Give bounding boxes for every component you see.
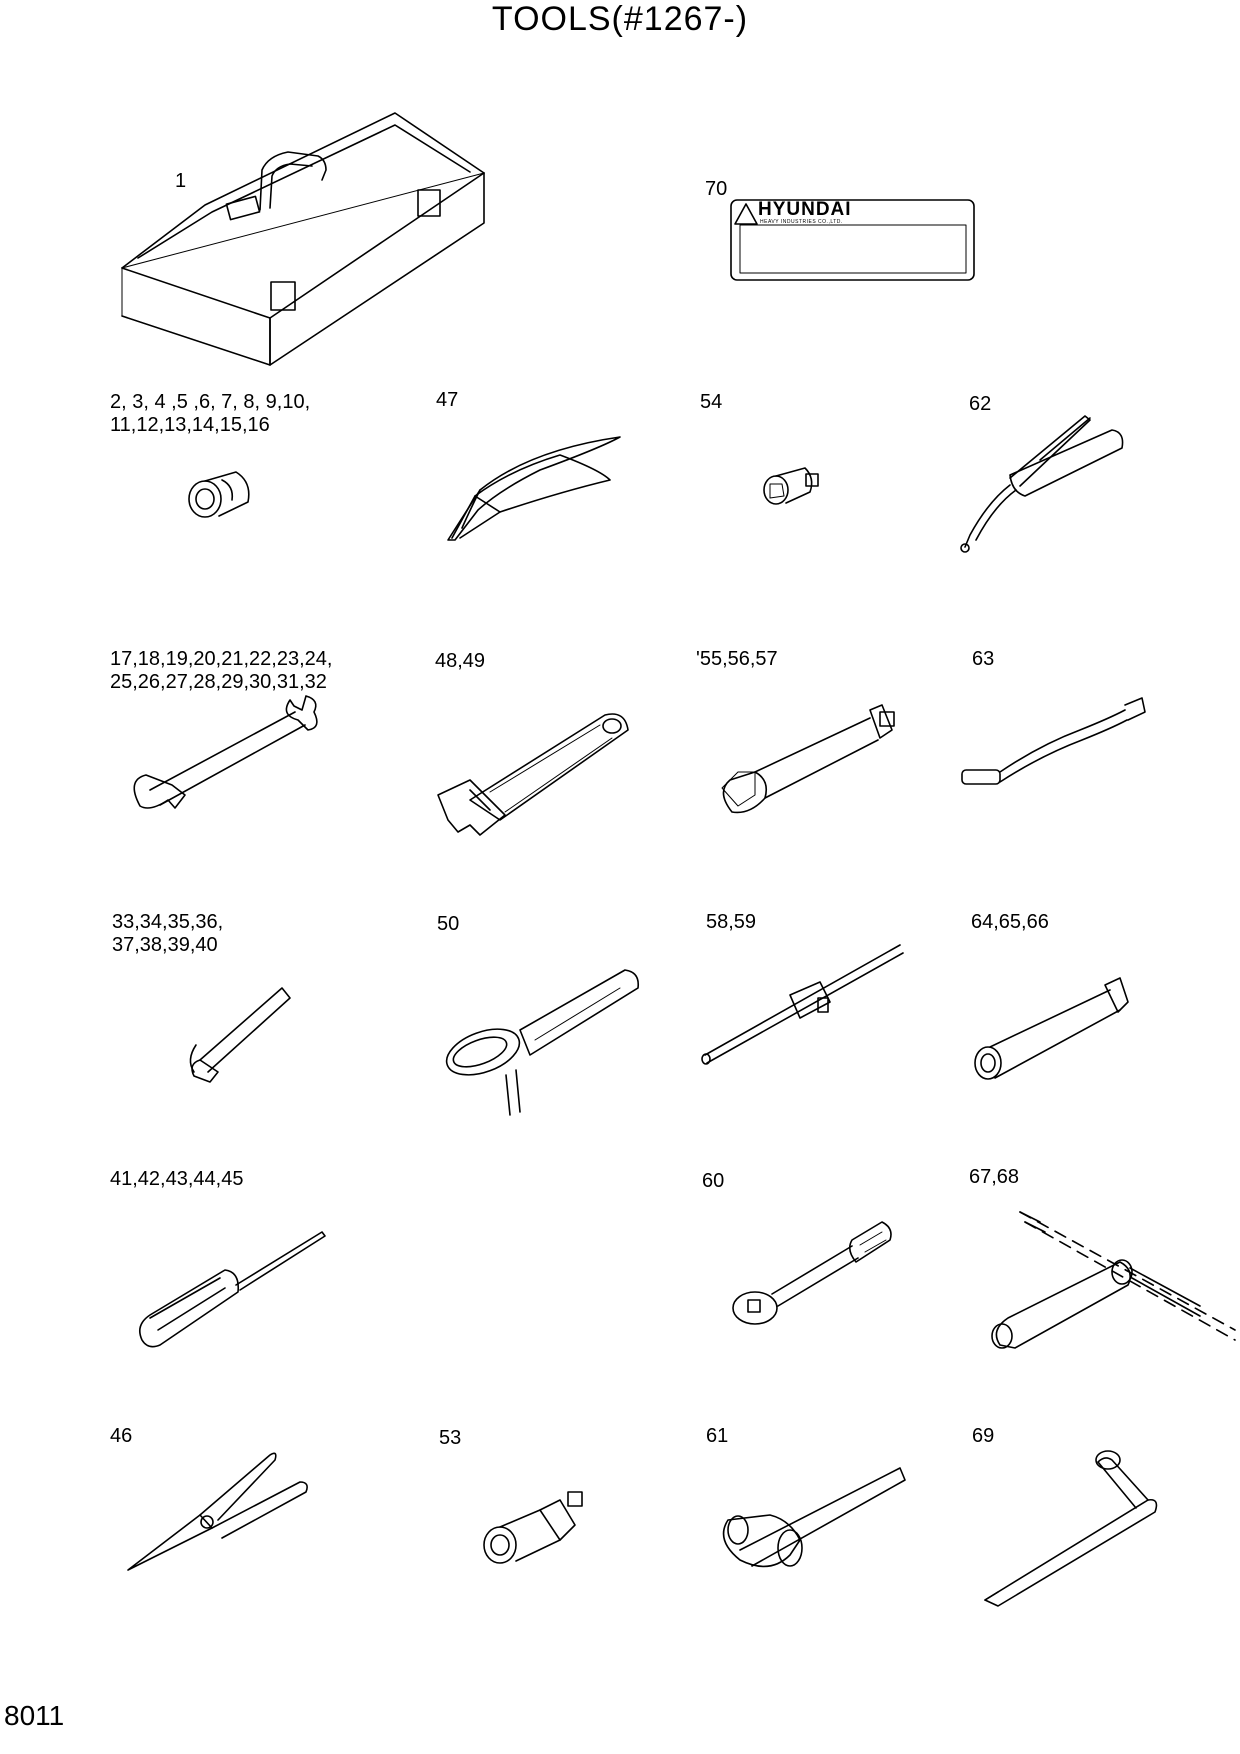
socket-drawing (189, 472, 249, 517)
callout-hex-key: 33,34,35,36, 37,38,39,40 (112, 911, 224, 956)
filter-wrench-drawing (440, 970, 638, 1115)
callout-ratchet-handle: 60 (702, 1170, 725, 1192)
callout-adjustable-wrench: 48,49 (435, 650, 486, 672)
callout-grease-hose: 63 (972, 648, 995, 670)
sliding-t-bar-drawing (702, 945, 903, 1064)
nameplate-brand: HYUNDAI (758, 199, 852, 220)
screwdriver-drawing (140, 1232, 325, 1347)
callout-bent-pliers: 47 (436, 389, 459, 411)
bent-pliers-drawing (448, 437, 620, 540)
callout-long-nose-pliers: 46 (110, 1425, 133, 1447)
callout-toolbox: 1 (175, 170, 187, 192)
callout-nameplate: 70 (705, 178, 728, 200)
extension-bar-drawing (722, 705, 894, 812)
ratchet-handle-drawing (733, 1222, 891, 1324)
callout-universal-joint: 53 (439, 1427, 462, 1449)
callout-hammer: 61 (706, 1425, 729, 1447)
adapter-drawing (764, 468, 818, 504)
callout-socket: 2, 3, 4 ,5 ,6, 7, 8, 9,10, 11,12,13,14,15,16 (110, 391, 311, 436)
grease-gun-drawing (961, 416, 1123, 552)
callout-adapter: 54 (700, 391, 723, 413)
callout-filter-wrench: 50 (437, 913, 460, 935)
callout-t-socket-wrench: 67,68 (969, 1166, 1020, 1188)
callout-extension-bar: '55,56,57 (696, 648, 778, 670)
callout-grease-gun: 62 (969, 393, 992, 415)
callout-box-spanner: 64,65,66 (971, 911, 1049, 933)
callout-screwdriver: 41,42,43,44,45 (110, 1168, 244, 1190)
callout-open-wrench: 17,18,19,20,21,22,23,24, 25,26,27,28,29,30,31,32 (110, 648, 333, 693)
callout-sliding-t-bar: 58,59 (706, 911, 757, 933)
l-wrench-drawing (985, 1451, 1156, 1606)
universal-joint-drawing (484, 1492, 582, 1563)
open-wrench-drawing (134, 696, 317, 808)
adjustable-wrench-drawing (438, 714, 628, 835)
callout-l-wrench: 69 (972, 1425, 995, 1447)
hammer-drawing (724, 1468, 905, 1566)
page-title: TOOLS(#1267-) (491, 0, 749, 38)
grease-hose-drawing (962, 698, 1145, 784)
page-number: 8011 (4, 1700, 65, 1731)
nameplate-subtitle: HEAVY INDUSTRIES CO.,LTD. (760, 219, 843, 225)
box-spanner-drawing (975, 978, 1128, 1079)
nameplate-drawing (731, 200, 974, 280)
hex-key-drawing (190, 988, 290, 1082)
long-nose-pliers-drawing (128, 1453, 307, 1570)
t-socket-wrench-drawing (992, 1212, 1235, 1348)
toolbox-drawing (122, 113, 484, 365)
